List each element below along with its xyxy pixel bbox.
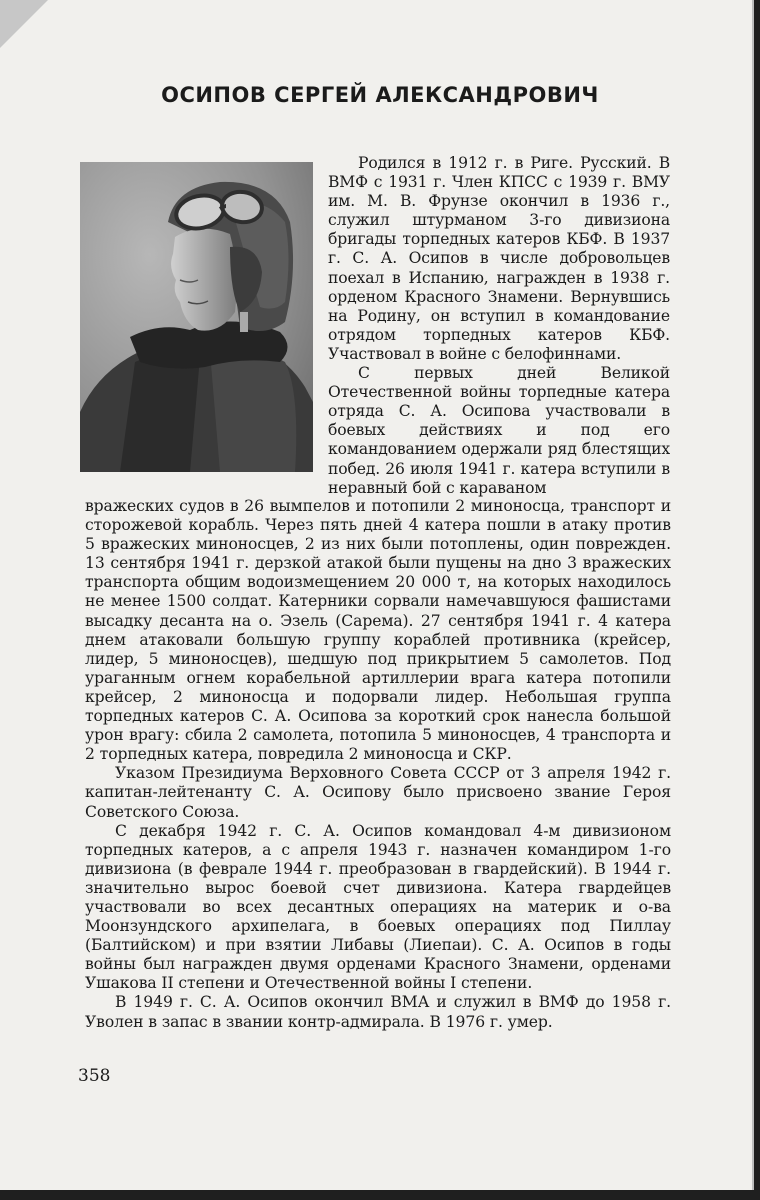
page-number: 358 bbox=[78, 1066, 111, 1086]
paragraph-war-start: С первых дней Великой Отечественной войны торпедные катера отряда С. А. Осипова участвовали в боевых действиях и под его командованием одержали ряд блестящих побед. 26 июля 1941 г. катера вступили в неравный бой с караваном bbox=[328, 364, 670, 497]
paragraph-postwar: В 1949 г. С. А. Осипов окончил ВМА и служил в ВМФ до 1958 г. Уволен в запас в звании контр-адмирала. В 1976 г. умер. bbox=[85, 993, 671, 1031]
portrait-photo bbox=[80, 162, 313, 472]
paragraph-hero-award: Указом Президиума Верховного Совета СССР от 3 апреля 1942 г. капитан-лейтенанту С. А. Осипову было присвоено звание Героя Советского Союза. bbox=[85, 764, 671, 821]
page-title: ОСИПОВ СЕРГЕЙ АЛЕКСАНДРОВИЧ bbox=[161, 83, 599, 107]
folded-corner bbox=[0, 0, 48, 48]
paragraph-birth: Родился в 1912 г. в Риге. Русский. В ВМФ с 1931 г. Член КПСС с 1939 г. ВМУ им. М. В. Фрунзе окончил в 1936 г., служил штурманом 3-го дивизиона бригады торпедных катеров КБФ. В 1937 г. С. А. Осипов в числе добровольцев поехал в Испанию, награжден в 1938 г. орденом Красного Знамени. Вернувшись на Родину, он вступил в командование отрядом торпедных катеров КБФ. Участвовал в войне с белофиннами. bbox=[328, 154, 670, 363]
paragraph-division-command: С декабря 1942 г. С. А. Осипов командовал 4-м дивизионом торпедных катеров, а с апреля 1943 г. назначен командиром 1-го дивизиона (в феврале 1944 г. преобразован в гвардейский). В 1944 г. значительно вырос боевой счет дивизиона. Катера гвардейцев участвовали во всех десантных операциях на материк и о-ва Моонзундского архипелага, в боевых операциях под Пиллау (Балтийском) и при взятии Либавы (Лиепаи). С. А. Осипов в годы войны был награжден двумя орденами Красного Знамени, орденами Ушакова II степени и Отечественной войны I степени. bbox=[85, 821, 671, 993]
portrait-image bbox=[80, 162, 313, 472]
bio-column-full bbox=[85, 497, 671, 1032]
bio-column-right bbox=[328, 154, 670, 498]
paragraph-war-continued: вражеских судов в 26 вымпелов и потопили 2 миноносца, транспорт и сторожевой корабль. Через пять дней 4 катера пошли в атаку против 5 вражеских миноносцев, 2 из них были потоплены, один поврежден. 13 сентября 1941 г. дерзкой атакой были пущены на дно 3 вражеских транспорта общим водоизмещением 20 000 т, на которых находилось не менее 1500 солдат. Катерники сорвали намечавшуюся фашистами высадку десанта на о. Эзель (Сарема). 27 сентября 1941 г. 4 катера днем атаковали большую группу кораблей противника (крейсер, лидер, 5 миноносцев), шедшую под прикрытием 5 самолетов. Под ураганным огнем корабельной артиллерии врага катера потопили крейсер, 2 миноносца и подорвали лидер. Небольшая группа торпедных катеров С. А. Осипова за короткий срок нанесла большой урон врагу: сбила 2 самолета, потопила 5 миноносцев, 4 транспорта и 2 торпедных катера, повредила 2 миноносца и СКР. bbox=[85, 497, 671, 764]
